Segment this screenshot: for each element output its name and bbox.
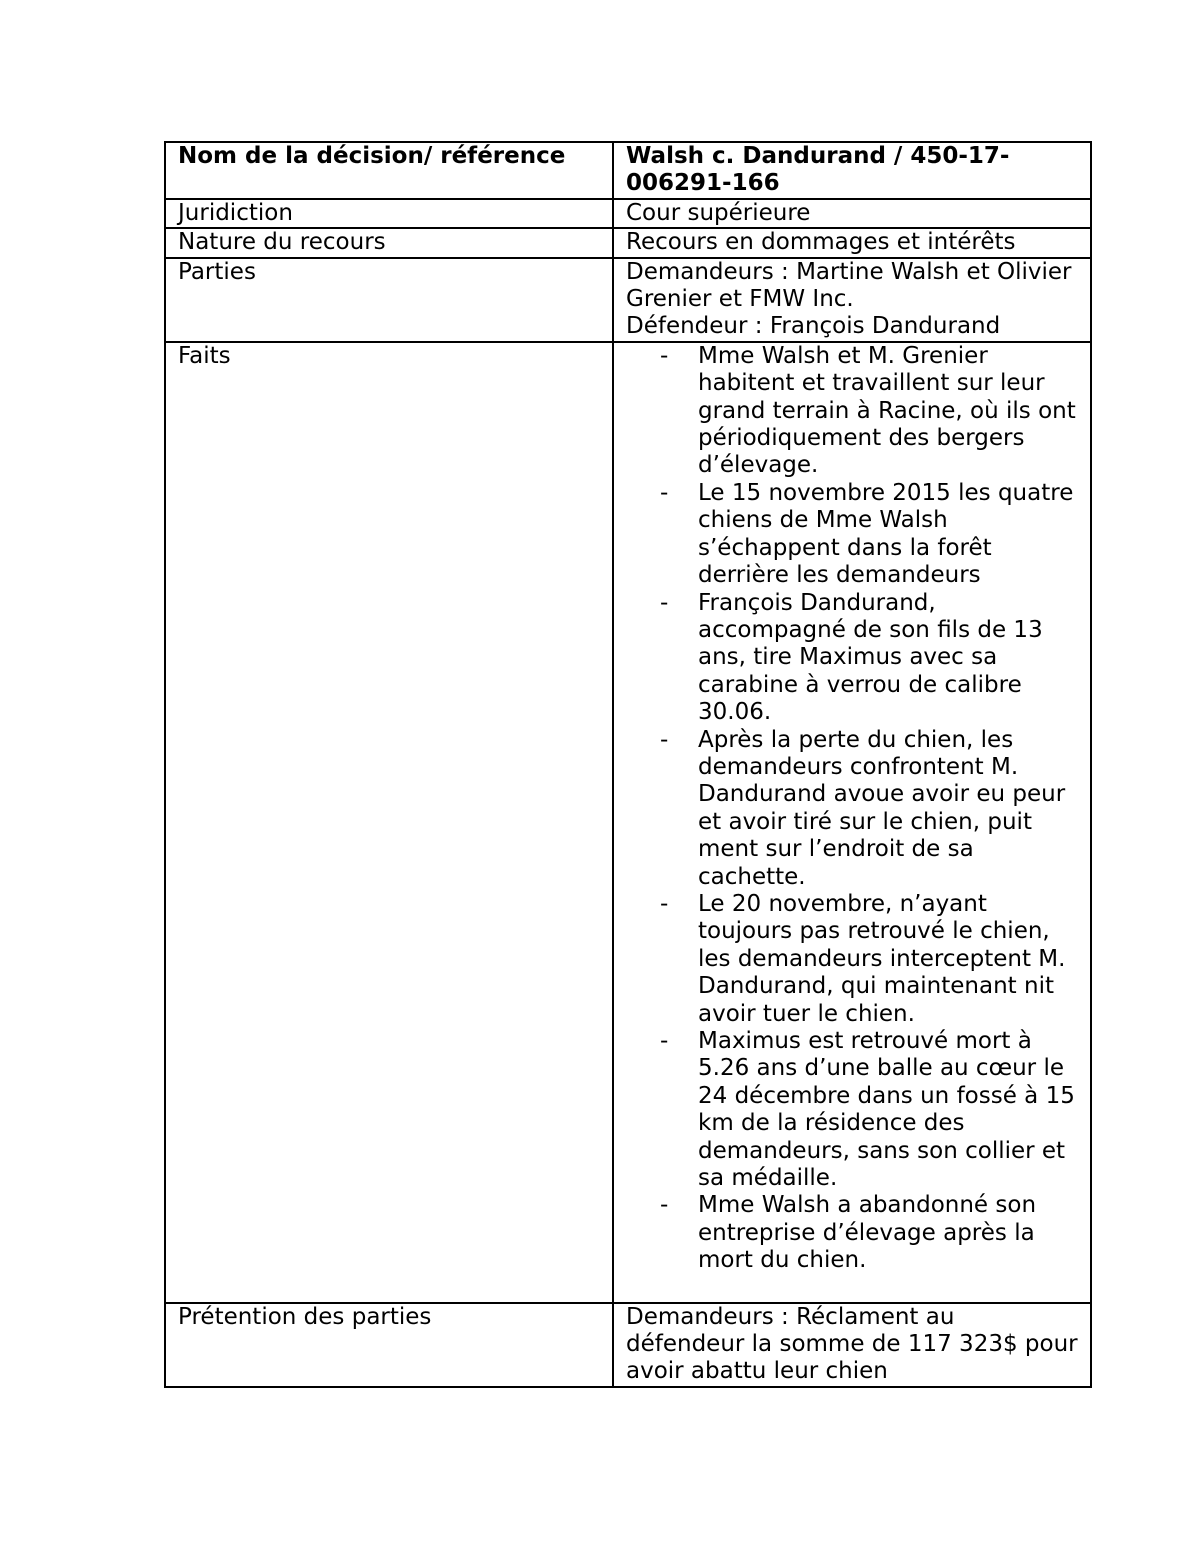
jurisdiction-label: Juridiction — [165, 199, 613, 228]
fact-text: Après la perte du chien, les demandeurs confrontent M. Dandurand avoue avoir eu peur et avoir tiré sur le chien, puit ment sur l’endroit de sa cachette. — [698, 726, 1066, 890]
recourse-nature-label: Nature du recours — [165, 228, 613, 257]
bullet-dash: - — [660, 890, 669, 917]
list-item — [626, 590, 1080, 727]
recourse-nature-value: Recours en dommages et intérêts — [613, 228, 1091, 257]
bullet-dash: - — [660, 589, 669, 616]
jurisdiction-value: Cour supérieure — [613, 199, 1091, 228]
parties-value — [613, 258, 1091, 342]
list-item — [626, 1192, 1080, 1274]
list-item — [626, 727, 1080, 891]
bullet-dash: - — [660, 726, 669, 753]
claims-label: Prétention des parties — [165, 1303, 613, 1387]
list-item — [626, 891, 1080, 1028]
fact-text: Mme Walsh a abandonné son entreprise d’élevage après la mort du chien. — [698, 1192, 1037, 1274]
claims-value: Demandeurs : Réclament au défendeur la somme de 117 323$ pour avoir abattu leur chien — [613, 1303, 1091, 1387]
fact-text: Mme Walsh et M. Grenier habitent et travaillent sur leur grand terrain à Racine, où ils ont périodiquement des bergers d’élevage. — [698, 342, 1076, 479]
bullet-dash: - — [660, 342, 669, 369]
list-item — [626, 343, 1080, 480]
fact-text: Maximus est retrouvé mort à 5.26 ans d’une balle au cœur le 24 décembre dans un fossé à 15 km de la résidence des demandeurs, sans son collier et sa médaille. — [698, 1028, 1075, 1192]
table-row — [165, 228, 1091, 257]
facts-list — [626, 343, 1080, 1302]
list-item — [626, 1028, 1080, 1192]
decision-name-value: Walsh c. Dandurand / 450-17-006291-166 — [613, 142, 1091, 199]
parties-label: Parties — [165, 258, 613, 342]
fact-text: Le 20 novembre, n’ayant toujours pas retrouvé le chien, les demandeurs interceptent M. Dandurand, qui maintenant nit avoir tuer le chien. — [698, 890, 1066, 1027]
case-brief-table — [164, 141, 1092, 1388]
table-row — [165, 199, 1091, 228]
bullet-dash: - — [660, 479, 669, 506]
bullet-dash: - — [660, 1192, 669, 1219]
facts-value — [613, 342, 1091, 1303]
plaintiffs-line: Demandeurs : Martine Walsh et Olivier Grenier et FMW Inc. — [626, 258, 1072, 313]
facts-label: Faits — [165, 342, 613, 1303]
table-row — [165, 142, 1091, 199]
fact-text: François Dandurand, accompagné de son fils de 13 ans, tire Maximus avec sa carabine à verrou de calibre 30.06. — [698, 589, 1043, 726]
fact-text: Le 15 novembre 2015 les quatre chiens de Mme Walsh s’échappent dans la forêt derrière les demandeurs — [698, 479, 1074, 589]
bullet-dash: - — [660, 1028, 669, 1054]
table-row — [165, 258, 1091, 342]
table-row — [165, 342, 1091, 1303]
table-row — [165, 1303, 1091, 1387]
defendant-line: Défendeur : François Dandurand — [626, 313, 1001, 340]
decision-name-label: Nom de la décision/ référence — [165, 142, 613, 199]
list-item — [626, 480, 1080, 590]
